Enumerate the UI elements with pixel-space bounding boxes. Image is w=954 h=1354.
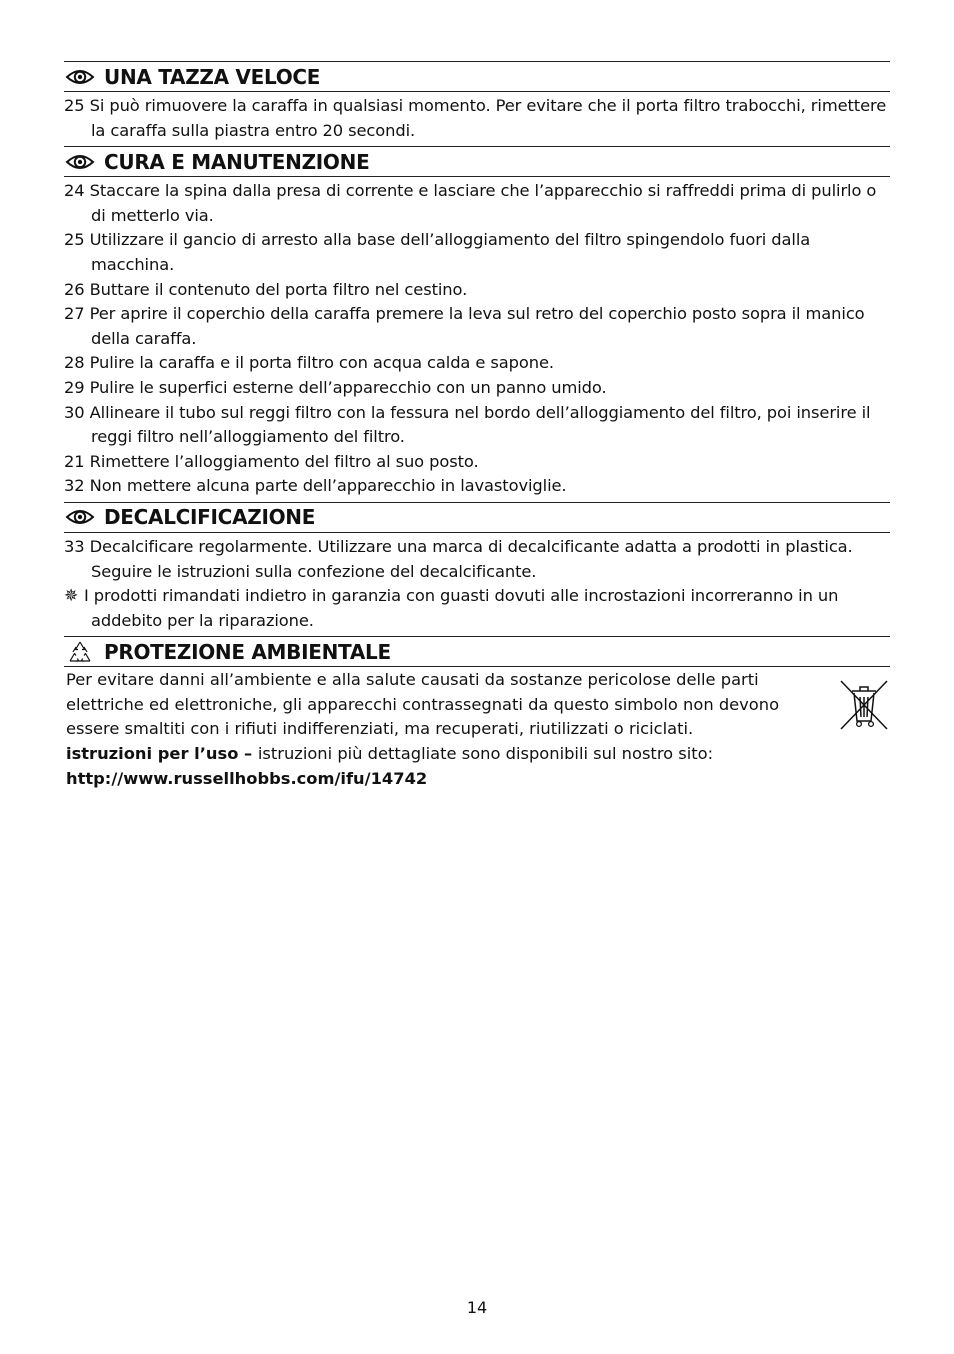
environment-text: Per evitare danni all’ambiente e alla salute causati da sostanze pericolose delle parti elettriche ed elettroniche, gli apparecchi contrassegnati da questo simbolo non devono essere smaltiti con i rifiuti indifferenziati, ma recuperati, riutilizzati o riciclati. <box>66 670 780 739</box>
instruction-list <box>64 533 890 636</box>
star-icon: ✵ <box>64 586 79 607</box>
list-item: 21 Rimettere l’alloggiamento del filtro al suo posto. <box>64 451 479 471</box>
section-heading-descaling <box>64 502 890 533</box>
instruction-list <box>64 92 890 146</box>
section-title: DECALCIFICAZIONE <box>104 505 316 530</box>
eye-icon <box>65 151 95 173</box>
instruction-list <box>64 177 890 502</box>
document-page <box>64 61 890 791</box>
list-item: 29 Pulire le superfici esterne dell’apparecchio con un panno umido. <box>64 377 607 397</box>
list-item: 25 Si può rimuovere la caraffa in qualsiasi momento. Per evitare che il porta filtro trabocchi, rimettere la caraffa sulla piastra entro 20 secondi. <box>64 96 887 140</box>
list-item: 30 Allineare il tubo sul reggi filtro con la fessura nel bordo dell’alloggiamento del filtro, poi inserire il reggi filtro nell’alloggiamento del filtro. <box>64 402 871 447</box>
eye-icon <box>65 506 95 528</box>
crossed-bin-icon <box>838 677 890 731</box>
section-heading-quick-cup <box>64 61 890 92</box>
ifu-label: istruzioni per l’uso <box>66 744 239 764</box>
recycle-icon <box>65 641 95 663</box>
list-item: 27 Per aprire il coperchio della caraffa premere la leva sul retro del coperchio posto sopra il manico della caraffa. <box>64 304 865 348</box>
list-item: 28 Pulire la caraffa e il porta filtro con acqua calda e sapone. <box>64 353 554 373</box>
eye-icon <box>65 66 95 88</box>
list-item: 32 Non mettere alcuna parte dell’apparecchio in lavastoviglie. <box>64 476 567 496</box>
section-heading-care-maintenance <box>64 146 890 177</box>
section-title: CURA E MANUTENZIONE <box>104 149 370 174</box>
list-item: 25 Utilizzare il gancio di arresto alla base dell’alloggiamento del filtro spingendolo fuori dalla macchina. <box>64 230 811 274</box>
environment-section <box>64 667 890 791</box>
warning-item: ✵ I prodotti rimandati indietro in garanzia con guasti dovuti alle incrostazioni incorreranno in un addebito per la riparazione. <box>64 586 839 630</box>
section-heading-environment <box>64 636 890 667</box>
section-title: UNA TAZZA VELOCE <box>104 64 321 89</box>
list-item: 24 Staccare la spina dalla presa di corrente e lasciare che l’apparecchio si raffreddi prima di pulirlo o di metterlo via. <box>64 181 877 225</box>
ifu-url-link[interactable]: http://www.russellhobbs.com/ifu/14742 <box>66 768 428 788</box>
ifu-text: istruzioni più dettagliate sono disponibili sul nostro sito: <box>257 744 714 764</box>
page-number: 14 <box>466 1298 488 1317</box>
list-item: 26 Buttare il contenuto del porta filtro nel cestino. <box>64 279 468 299</box>
section-title: PROTEZIONE AMBIENTALE <box>104 639 391 664</box>
ifu-line: istruzioni per l’uso – istruzioni più dettagliate sono disponibili sul nostro sito: <box>66 744 714 764</box>
list-item: 33 Decalcificare regolarmente. Utilizzare una marca di decalcificante adatta a prodotti in plastica. Seguire le istruzioni sulla confezione del decalcificante. <box>64 536 853 581</box>
